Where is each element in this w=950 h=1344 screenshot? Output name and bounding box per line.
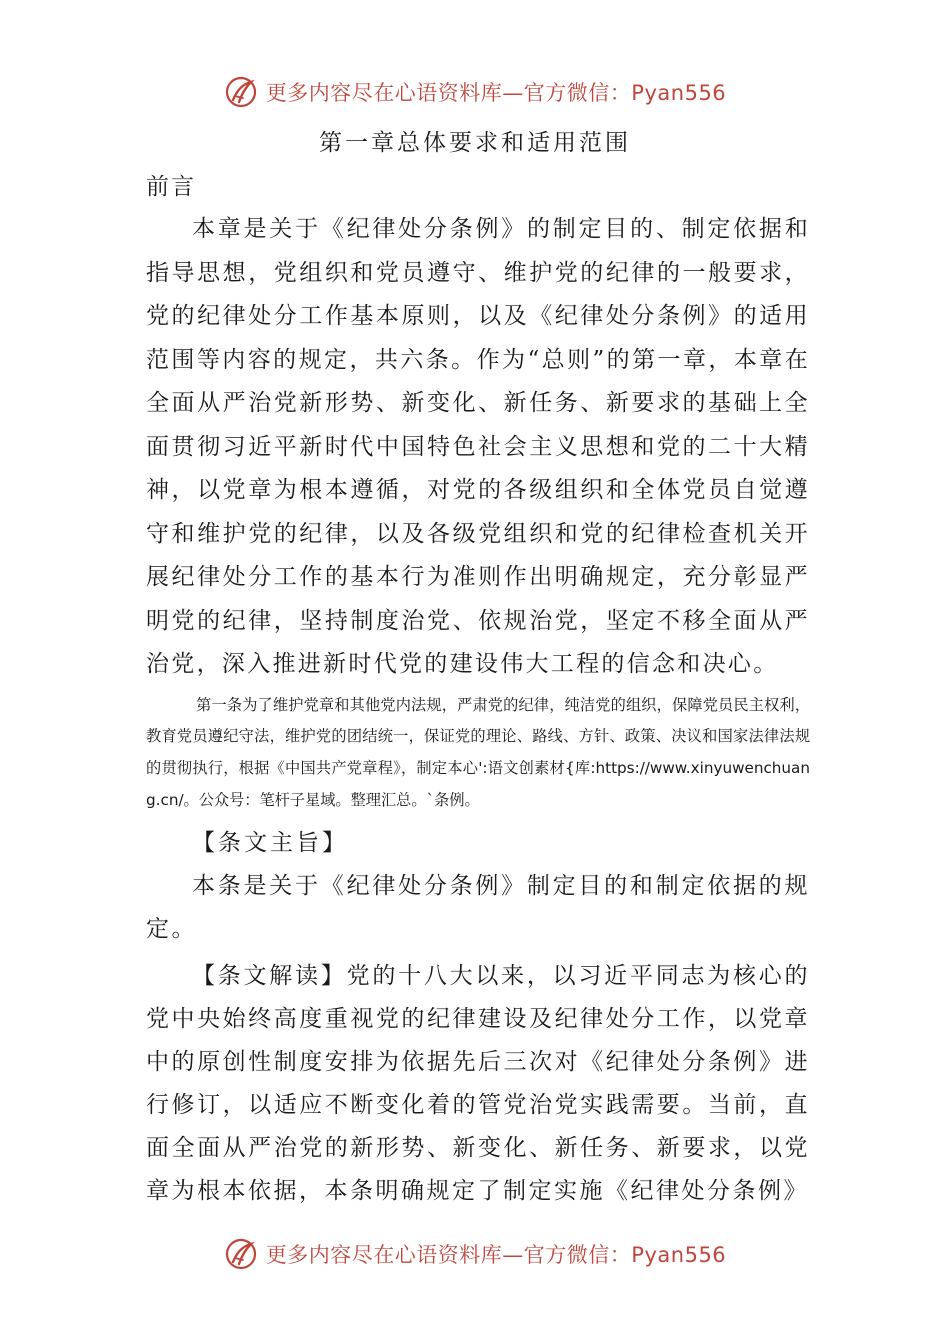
document-body (146, 166, 810, 1213)
article-1-text: 第一条为了维护党章和其他党内法规，严肃党的纪律，纯洁党的组织，保障党员民主权利，教育党员遵纪守法，维护党的团结统一，保证党的理论、路线、方针、政策、决议和国家法律法规的贯彻执行，根据《中国共产党章程》，制定本心':语文创素材{库:https://www.xinyuwenchuang.cn/。公众号：笔杆子星域。整理汇总。`条例。 (146, 695, 810, 809)
chapter-title: 第一章总体要求和适用范围 (319, 130, 631, 156)
interpretation-paragraph (146, 955, 810, 1213)
interpretation-label: 【条文解读】 (192, 962, 347, 989)
preface-paragraph: 本章是关于《纪律处分条例》的制定目的、制定依据和指导思想，党组织和党员遵守、维护党的纪律的一般要求，党的纪律处分工作基本原则，以及《纪律处分条例》的适用范围等内容的规定，共六条。作为“总则”的第一章，本章在全面从严治党新形势、新变化、新任务、新要求的基础上全面贯彻习近平新时代中国特色社会主义思想和党的二十大精神，以党章为根本遵循，对党的各级组织和全体党员自觉遵守和维护党的纪律，以及各级党组织和党的纪律检查机关开展纪律处分工作的基本行为准则作出明确规定，充分彰显严明党的纪律，坚持制度治党、依规治党，坚定不移全面从严治党，深入推进新时代党的建设伟大工程的信念和决心。 (146, 216, 810, 677)
purpose-paragraph: 本条是关于《纪律处分条例》制定目的和制定依据的规定。 (146, 872, 810, 942)
watermark-banner-top (0, 72, 950, 112)
interpretation-body: 党的十八大以来，以习近平同志为核心的党中央始终高度重视党的纪律建设及纪律处分工作，以党章中的原创性制度安排为依据先后三次对《纪律处分条例》进行修订，以适应不断变化着的管党治党实践需要。当前，直面全面从严治党的新形势、新变化、新任务、新要求，以党章为根本依据，本条明确规定了制定实施《纪律处分条例》 (146, 962, 811, 1204)
purpose-label: 【条文主旨】 (192, 829, 348, 856)
watermark-text: 更多内容尽在心语资料库—官方微信：Pyan556 (265, 1243, 727, 1267)
watermark-text: 更多内容尽在心语资料库—官方微信：Pyan556 (265, 81, 727, 105)
logo-icon (224, 75, 258, 109)
preface-heading: 前言 (146, 174, 196, 200)
watermark-banner-bottom (0, 1234, 950, 1274)
logo-icon (224, 1237, 258, 1271)
